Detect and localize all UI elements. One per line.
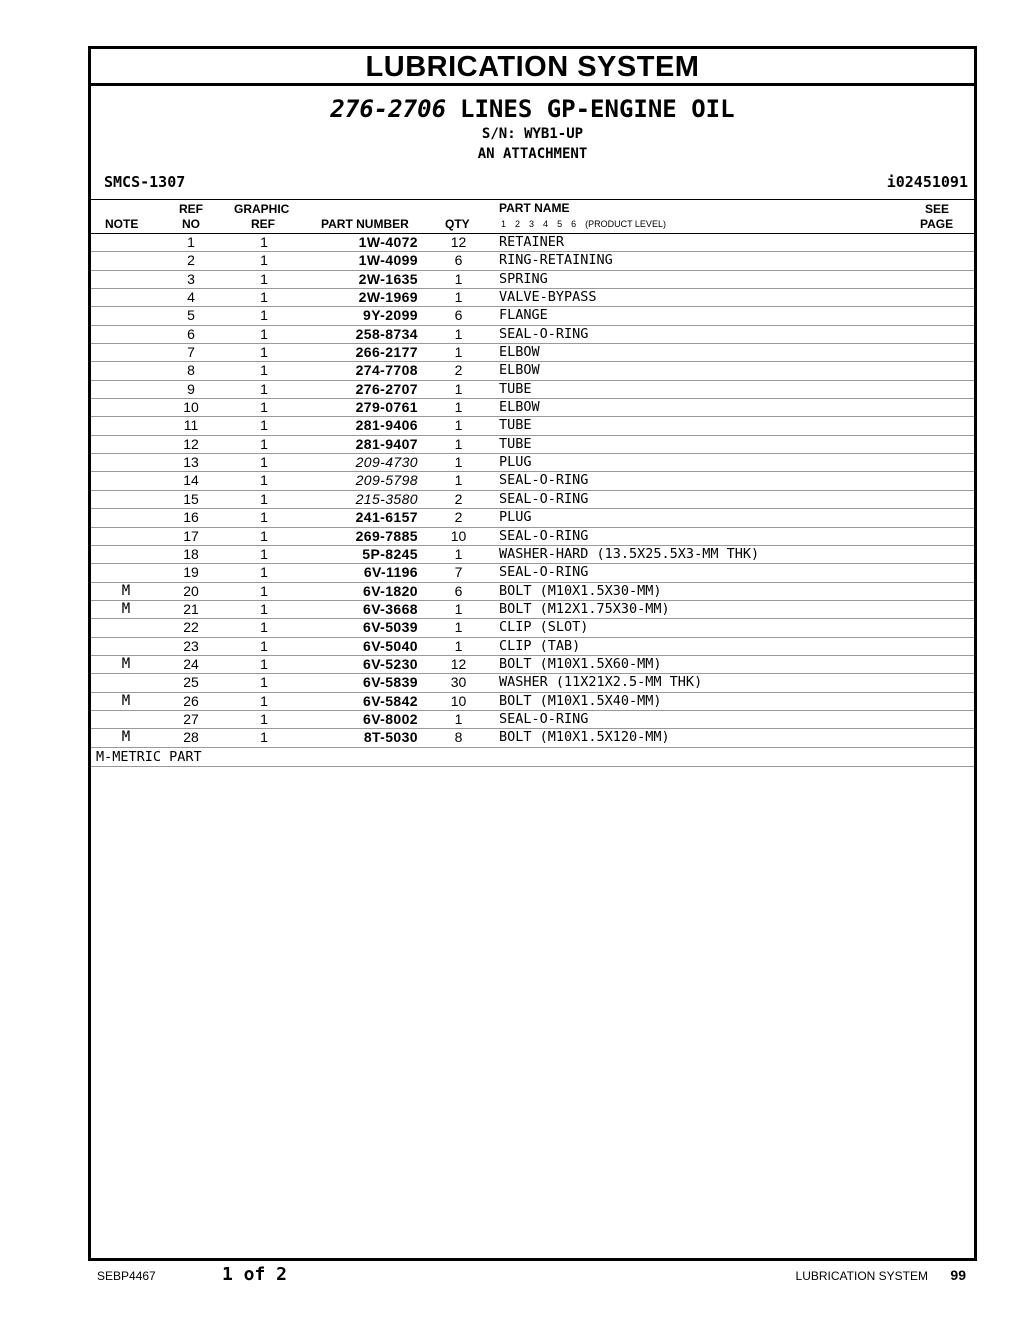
section-title: LUBRICATION SYSTEM [91, 49, 974, 86]
part-number-cell: 6V-1196 [363, 564, 418, 581]
qty-cell: 1 [454, 600, 463, 617]
graphic-ref-cell: 1 [260, 582, 268, 599]
qty-cell: 1 [454, 399, 463, 416]
product-level-1: 1 [501, 219, 507, 229]
part-name-cell: PLUG [499, 454, 532, 471]
part-name-cell: SEAL-O-RING [499, 472, 589, 489]
ref-no-cell: 25 [183, 674, 199, 691]
product-level-6: 6 [571, 219, 577, 229]
ref-no-cell: 18 [183, 545, 199, 562]
part-name-cell: BOLT (M10X1.5X30-MM) [499, 582, 662, 599]
qty-cell: 1 [454, 289, 463, 306]
part-number-cell: 281-9407 [355, 435, 418, 452]
qty-cell: 8 [454, 729, 463, 746]
ref-no-cell: 2 [187, 252, 195, 269]
qty-cell: 1 [454, 380, 463, 397]
part-number-cell: 5P-8245 [362, 545, 418, 562]
part-name-cell: SEAL-O-RING [499, 564, 589, 581]
qty-cell: 30 [450, 674, 467, 691]
product-level-label: (PRODUCT LEVEL) [585, 219, 666, 229]
table-row [91, 381, 974, 399]
graphic-ref-cell: 1 [260, 600, 268, 617]
graphic-ref-cell: 1 [260, 270, 268, 287]
part-number-cell: 266-2177 [355, 344, 418, 361]
ref-no-cell: 16 [183, 509, 199, 526]
graphic-ref-cell: 1 [260, 289, 268, 306]
part-name-cell: BOLT (M10X1.5X60-MM) [499, 655, 662, 672]
table-row [91, 583, 974, 601]
part-name-cell: SEAL-O-RING [499, 527, 589, 544]
ref-no-cell: 24 [183, 655, 199, 672]
qty-cell: 6 [454, 582, 463, 599]
graphic-ref-cell: 1 [260, 454, 268, 471]
qty-cell: 6 [454, 252, 463, 269]
col-part-number: PART NUMBER [321, 217, 409, 231]
part-name-cell: RING-RETAINING [499, 252, 613, 269]
qty-cell: 1 [454, 270, 463, 287]
ref-no-cell: 6 [187, 325, 195, 342]
ref-no-cell: 21 [183, 600, 199, 617]
footnote-text: M-METRIC PART [96, 748, 202, 765]
part-number-cell: 274-7708 [355, 362, 418, 379]
ref-no-cell: 22 [183, 619, 199, 636]
graphic-ref-cell: 1 [260, 527, 268, 544]
qty-cell: 6 [454, 307, 463, 324]
smcs-code: SMCS-1307 [104, 173, 186, 191]
graphic-ref-cell: 1 [260, 417, 268, 434]
product-level-4: 4 [543, 219, 549, 229]
qty-cell: 2 [454, 362, 463, 379]
part-name-cell: BOLT (M10X1.5X40-MM) [499, 692, 662, 709]
part-number-cell: 6V-3668 [363, 600, 418, 617]
qty-cell: 1 [454, 454, 463, 471]
table-row [91, 252, 974, 270]
group-header [91, 86, 974, 199]
note-cell: M [121, 655, 131, 672]
part-name-cell: WASHER-HARD (13.5X25.5X3-MM THK) [499, 545, 760, 562]
qty-cell: 2 [454, 509, 463, 526]
ref-no-cell: 26 [183, 692, 199, 709]
part-name-cell: BOLT (M10X1.5X120-MM) [499, 729, 670, 746]
product-level-3: 3 [529, 219, 535, 229]
part-name-cell: ELBOW [499, 399, 540, 416]
part-number-cell: 2W-1969 [358, 289, 418, 306]
qty-cell: 10 [450, 527, 467, 544]
graphic-ref-cell: 1 [260, 692, 268, 709]
part-name-cell: RETAINER [499, 234, 565, 250]
note-cell: M [121, 600, 131, 617]
part-number-cell: 281-9406 [355, 417, 418, 434]
col-ref-top: REF [179, 202, 203, 216]
table-row [91, 656, 974, 674]
graphic-ref-cell: 1 [260, 637, 268, 654]
part-number-cell: 6V-5230 [363, 655, 418, 672]
ref-no-cell: 3 [187, 270, 195, 287]
table-row [91, 491, 974, 509]
footnote-row [91, 748, 974, 767]
qty-cell: 1 [454, 344, 463, 361]
part-name-cell: WASHER (11X21X2.5-MM THK) [499, 674, 703, 691]
ref-no-cell: 1 [187, 234, 195, 250]
table-row [91, 289, 974, 307]
ref-no-cell: 23 [183, 637, 199, 654]
graphic-ref-cell: 1 [260, 509, 268, 526]
part-name-cell: CLIP (SLOT) [499, 619, 589, 636]
table-row [91, 454, 974, 472]
ref-no-cell: 4 [187, 289, 195, 306]
graphic-ref-cell: 1 [260, 399, 268, 416]
part-number-cell: 9Y-2099 [363, 307, 418, 324]
table-row [91, 326, 974, 344]
graphic-ref-cell: 1 [260, 564, 268, 581]
graphic-ref-cell: 1 [260, 252, 268, 269]
graphic-ref-cell: 1 [260, 490, 268, 507]
part-name-cell: FLANGE [499, 307, 548, 324]
table-row [91, 528, 974, 546]
part-name-cell: BOLT (M12X1.75X30-MM) [499, 600, 670, 617]
table-row [91, 619, 974, 637]
ref-no-cell: 27 [183, 710, 199, 727]
part-number-cell: 1W-4099 [358, 252, 418, 269]
qty-cell: 2 [454, 490, 463, 507]
graphic-ref-cell: 1 [260, 729, 268, 746]
part-number-cell: 8T-5030 [363, 729, 418, 746]
table-row [91, 546, 974, 564]
part-name-cell: ELBOW [499, 344, 540, 361]
table-row [91, 271, 974, 289]
col-ref-bottom: NO [182, 217, 200, 231]
table-row [91, 234, 974, 252]
part-number-cell: 209-5798 [355, 472, 418, 489]
table-row [91, 307, 974, 325]
ref-no-cell: 10 [183, 399, 199, 416]
ref-no-cell: 20 [183, 582, 199, 599]
qty-cell: 1 [454, 637, 463, 654]
parts-page-frame [88, 46, 977, 1261]
part-number-cell: 1W-4072 [358, 234, 418, 250]
col-graphic-bottom: REF [251, 217, 275, 231]
ref-no-cell: 8 [187, 362, 195, 379]
page-of: 1 of 2 [222, 1264, 288, 1285]
qty-cell: 12 [450, 655, 467, 672]
qty-cell: 1 [454, 325, 463, 342]
part-number-cell: 215-3580 [355, 490, 418, 507]
table-row [91, 344, 974, 362]
table-row [91, 417, 974, 435]
group-name: LINES GP-ENGINE OIL [460, 95, 735, 123]
footer-section: LUBRICATION SYSTEM [795, 1269, 928, 1283]
graphic-ref-cell: 1 [260, 307, 268, 324]
table-row [91, 601, 974, 619]
part-name-cell: CLIP (TAB) [499, 637, 581, 654]
table-row [91, 564, 974, 582]
table-row [91, 729, 974, 747]
attachment-label: AN ATTACHMENT [477, 146, 588, 162]
illustration-id: i02451091 [886, 173, 968, 191]
col-see-top: SEE [925, 202, 950, 216]
product-levels [501, 219, 666, 229]
ref-no-cell: 15 [183, 490, 199, 507]
ref-no-cell: 14 [183, 472, 199, 489]
table-header [91, 199, 974, 234]
part-number-cell: 6V-8002 [363, 710, 418, 727]
col-graphic-top: GRAPHIC [234, 202, 290, 216]
table-row [91, 362, 974, 380]
note-cell: M [121, 729, 131, 746]
graphic-ref-cell: 1 [260, 472, 268, 489]
ref-no-cell: 19 [183, 564, 199, 581]
part-number-cell: 279-0761 [355, 399, 418, 416]
page-number: 99 [950, 1267, 966, 1283]
part-number-cell: 269-7885 [355, 527, 418, 544]
ref-no-cell: 7 [187, 344, 195, 361]
doc-id: SEBP4467 [97, 1269, 156, 1283]
qty-cell: 1 [454, 619, 463, 636]
parts-table-body [91, 234, 974, 748]
part-number-cell: 276-2707 [355, 380, 418, 397]
qty-cell: 1 [454, 472, 463, 489]
ref-no-cell: 9 [187, 380, 195, 397]
product-level-5: 5 [557, 219, 563, 229]
note-cell: M [121, 692, 131, 709]
graphic-ref-cell: 1 [260, 344, 268, 361]
table-row [91, 711, 974, 729]
col-see-bottom: PAGE [920, 217, 954, 231]
graphic-ref-cell: 1 [260, 619, 268, 636]
table-row [91, 638, 974, 656]
part-name-cell: SEAL-O-RING [499, 490, 589, 507]
graphic-ref-cell: 1 [260, 545, 268, 562]
part-number-cell: 209-4730 [355, 454, 418, 471]
qty-cell: 10 [450, 692, 467, 709]
part-name-cell: TUBE [499, 380, 532, 397]
qty-cell: 1 [454, 435, 463, 452]
qty-cell: 12 [450, 234, 467, 250]
qty-cell: 1 [454, 545, 463, 562]
part-number-cell: 2W-1635 [358, 270, 418, 287]
part-number-cell: 6V-5039 [363, 619, 418, 636]
ref-no-cell: 12 [183, 435, 199, 452]
col-qty: QTY [445, 217, 470, 231]
part-number-cell: 258-8734 [355, 325, 418, 342]
graphic-ref-cell: 1 [260, 674, 268, 691]
graphic-ref-cell: 1 [260, 710, 268, 727]
part-name-cell: SEAL-O-RING [499, 710, 589, 727]
graphic-ref-cell: 1 [260, 234, 268, 250]
qty-cell: 1 [454, 417, 463, 434]
graphic-ref-cell: 1 [260, 362, 268, 379]
table-row [91, 399, 974, 417]
part-name-cell: ELBOW [499, 362, 540, 379]
part-name-cell: TUBE [499, 435, 532, 452]
table-row [91, 472, 974, 490]
note-cell: M [121, 582, 131, 599]
part-name-cell: TUBE [499, 417, 532, 434]
table-row [91, 436, 974, 454]
ref-no-cell: 17 [183, 527, 199, 544]
group-part-number: 276-2706 [330, 95, 447, 123]
ref-no-cell: 5 [187, 307, 195, 324]
part-number-cell: 6V-5842 [363, 692, 418, 709]
qty-cell: 7 [454, 564, 463, 581]
part-name-cell: SEAL-O-RING [499, 325, 589, 342]
table-row [91, 509, 974, 527]
product-level-2: 2 [515, 219, 521, 229]
ref-no-cell: 13 [183, 454, 199, 471]
part-number-cell: 6V-1820 [363, 582, 418, 599]
part-number-cell: 6V-5040 [363, 637, 418, 654]
part-number-cell: 6V-5839 [363, 674, 418, 691]
part-name-cell: VALVE-BYPASS [499, 289, 597, 306]
part-name-cell: SPRING [499, 270, 548, 287]
ref-no-cell: 28 [183, 729, 199, 746]
part-number-cell: 241-6157 [355, 509, 418, 526]
col-note: NOTE [105, 217, 139, 231]
table-row [91, 674, 974, 692]
table-row [91, 693, 974, 711]
ref-no-cell: 11 [183, 417, 199, 434]
group-title [91, 95, 974, 123]
graphic-ref-cell: 1 [260, 380, 268, 397]
part-name-cell: PLUG [499, 509, 532, 526]
graphic-ref-cell: 1 [260, 325, 268, 342]
graphic-ref-cell: 1 [260, 655, 268, 672]
graphic-ref-cell: 1 [260, 435, 268, 452]
col-part-name: PART NAME [499, 201, 570, 215]
serial-number: S/N: WYB1-UP [481, 126, 584, 142]
qty-cell: 1 [454, 710, 463, 727]
